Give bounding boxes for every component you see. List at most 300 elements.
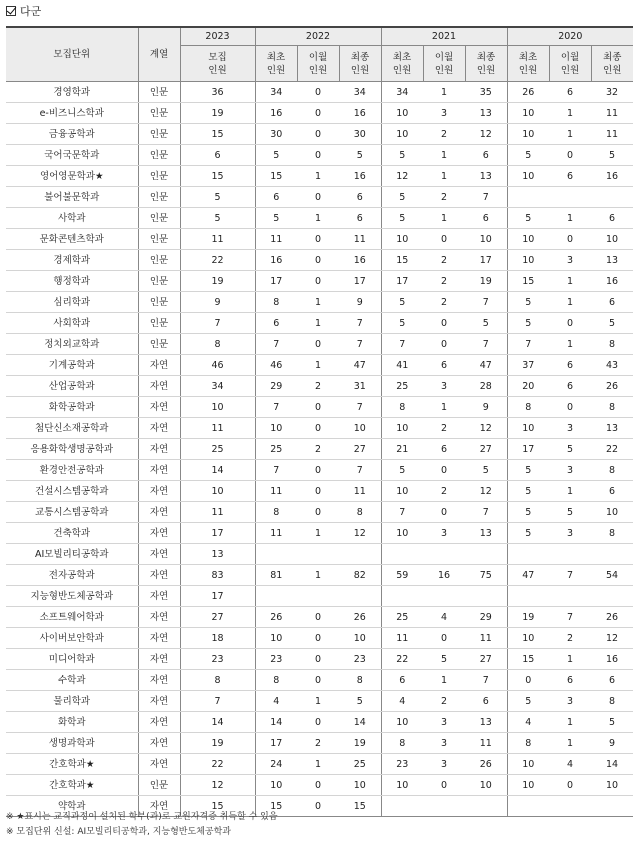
header-2022-carryover: 이월 인원: [297, 46, 339, 82]
value-cell: 0: [549, 775, 591, 796]
value-cell: 2: [423, 271, 465, 292]
value-cell: 16: [339, 103, 381, 124]
value-cell: 6: [591, 670, 633, 691]
unit-name-cell: AI모빌리티공학과: [6, 544, 138, 565]
category-cell: 자연: [138, 523, 180, 544]
value-cell: 36: [180, 82, 255, 103]
value-cell: 14: [180, 712, 255, 733]
value-cell: 14: [591, 754, 633, 775]
value-cell: 16: [423, 565, 465, 586]
value-cell: 47: [507, 565, 549, 586]
table-row: [6, 691, 633, 712]
value-cell: 8: [339, 502, 381, 523]
value-cell: 16: [591, 166, 633, 187]
value-cell: 6: [180, 145, 255, 166]
value-cell: 0: [549, 229, 591, 250]
value-cell: 3: [423, 733, 465, 754]
value-cell: 8: [255, 670, 297, 691]
value-cell: [507, 544, 549, 565]
header-2021-initial: 최초 인원: [381, 46, 423, 82]
value-cell: 7: [339, 460, 381, 481]
value-cell: [591, 796, 633, 817]
value-cell: 16: [255, 250, 297, 271]
value-cell: 5: [507, 481, 549, 502]
value-cell: 15: [507, 649, 549, 670]
value-cell: 0: [297, 796, 339, 817]
value-cell: 10: [465, 229, 507, 250]
value-cell: 5: [549, 502, 591, 523]
category-cell: 자연: [138, 439, 180, 460]
value-cell: 12: [465, 418, 507, 439]
value-cell: 25: [255, 439, 297, 460]
value-cell: 6: [549, 82, 591, 103]
value-cell: 4: [507, 712, 549, 733]
value-cell: 16: [591, 649, 633, 670]
category-cell: 인문: [138, 250, 180, 271]
value-cell: 10: [591, 229, 633, 250]
header-2023-quota: 모집 인원: [180, 46, 255, 82]
value-cell: 0: [423, 628, 465, 649]
value-cell: 5: [591, 145, 633, 166]
value-cell: 25: [381, 607, 423, 628]
value-cell: 1: [423, 670, 465, 691]
value-cell: 10: [339, 775, 381, 796]
value-cell: 4: [423, 607, 465, 628]
unit-name-cell: 불어불문학과: [6, 187, 138, 208]
value-cell: 14: [339, 712, 381, 733]
checked-box-icon: [6, 6, 16, 16]
value-cell: [591, 187, 633, 208]
category-cell: 자연: [138, 418, 180, 439]
value-cell: 5: [180, 208, 255, 229]
category-cell: 자연: [138, 712, 180, 733]
value-cell: 3: [549, 691, 591, 712]
value-cell: 8: [180, 334, 255, 355]
value-cell: 23: [381, 754, 423, 775]
unit-name-cell: 수학과: [6, 670, 138, 691]
value-cell: 0: [549, 313, 591, 334]
value-cell: 3: [423, 754, 465, 775]
value-cell: 7: [339, 397, 381, 418]
value-cell: 10: [591, 775, 633, 796]
value-cell: 34: [339, 82, 381, 103]
category-cell: 인문: [138, 229, 180, 250]
value-cell: 46: [255, 355, 297, 376]
footnote: ※ 모집단위 신설: AI모빌리티공학과, 지능형반도체공학과: [6, 827, 231, 837]
value-cell: 43: [591, 355, 633, 376]
category-cell: 인문: [138, 124, 180, 145]
header-2020-initial: 최초 인원: [507, 46, 549, 82]
category-cell: 인문: [138, 208, 180, 229]
unit-name-cell: 산업공학과: [6, 376, 138, 397]
value-cell: 8: [381, 733, 423, 754]
value-cell: 0: [297, 712, 339, 733]
unit-name-cell: 사회학과: [6, 313, 138, 334]
value-cell: 10: [507, 166, 549, 187]
unit-name-cell: 생명과학과: [6, 733, 138, 754]
table-row: [6, 565, 633, 586]
value-cell: 1: [549, 334, 591, 355]
table-row: [6, 208, 633, 229]
unit-name-cell: 간호학과★: [6, 754, 138, 775]
value-cell: 5: [381, 313, 423, 334]
value-cell: 13: [180, 544, 255, 565]
value-cell: 0: [297, 670, 339, 691]
value-cell: 75: [465, 565, 507, 586]
unit-name-cell: 경영학과: [6, 82, 138, 103]
section-title: [6, 4, 41, 18]
table-row: [6, 628, 633, 649]
value-cell: 10: [381, 418, 423, 439]
header-year-2022: 2022: [255, 27, 381, 46]
value-cell: 3: [423, 523, 465, 544]
table-row: [6, 418, 633, 439]
category-cell: 인문: [138, 166, 180, 187]
value-cell: 1: [423, 166, 465, 187]
category-cell: 자연: [138, 733, 180, 754]
unit-name-cell: 사이버보안학과: [6, 628, 138, 649]
value-cell: 10: [507, 418, 549, 439]
value-cell: 11: [591, 124, 633, 145]
value-cell: [381, 544, 423, 565]
value-cell: [465, 586, 507, 607]
value-cell: 5: [423, 649, 465, 670]
category-cell: 자연: [138, 607, 180, 628]
value-cell: 6: [465, 145, 507, 166]
value-cell: 1: [423, 145, 465, 166]
value-cell: 5: [381, 187, 423, 208]
value-cell: 5: [381, 292, 423, 313]
table-row: [6, 355, 633, 376]
value-cell: 10: [339, 628, 381, 649]
value-cell: 1: [549, 271, 591, 292]
value-cell: 83: [180, 565, 255, 586]
table-row: [6, 775, 633, 796]
value-cell: 27: [180, 607, 255, 628]
value-cell: 8: [591, 691, 633, 712]
table-row: [6, 397, 633, 418]
value-cell: 10: [255, 628, 297, 649]
value-cell: 12: [339, 523, 381, 544]
value-cell: 27: [339, 439, 381, 460]
value-cell: 5: [381, 460, 423, 481]
value-cell: 1: [549, 208, 591, 229]
value-cell: [255, 544, 297, 565]
category-cell: 자연: [138, 670, 180, 691]
footnotes: [6, 810, 278, 840]
value-cell: 6: [465, 208, 507, 229]
table-row: [6, 733, 633, 754]
value-cell: 8: [255, 502, 297, 523]
value-cell: 47: [465, 355, 507, 376]
value-cell: 4: [549, 754, 591, 775]
value-cell: 5: [549, 439, 591, 460]
value-cell: 6: [591, 208, 633, 229]
value-cell: 32: [591, 82, 633, 103]
value-cell: 19: [180, 271, 255, 292]
table-row: [6, 670, 633, 691]
value-cell: 5: [381, 208, 423, 229]
value-cell: [507, 187, 549, 208]
value-cell: [549, 586, 591, 607]
value-cell: 0: [297, 481, 339, 502]
value-cell: 11: [381, 628, 423, 649]
value-cell: 14: [255, 712, 297, 733]
value-cell: 9: [465, 397, 507, 418]
value-cell: 30: [255, 124, 297, 145]
value-cell: 7: [255, 460, 297, 481]
value-cell: 22: [591, 439, 633, 460]
value-cell: 2: [423, 418, 465, 439]
value-cell: [423, 796, 465, 817]
value-cell: 19: [180, 733, 255, 754]
value-cell: 0: [297, 124, 339, 145]
value-cell: 5: [507, 292, 549, 313]
value-cell: [591, 544, 633, 565]
value-cell: 11: [591, 103, 633, 124]
value-cell: 10: [255, 418, 297, 439]
value-cell: 41: [381, 355, 423, 376]
value-cell: 24: [255, 754, 297, 775]
value-cell: 17: [180, 586, 255, 607]
value-cell: 5: [180, 187, 255, 208]
unit-name-cell: 행정학과: [6, 271, 138, 292]
value-cell: 15: [255, 166, 297, 187]
value-cell: 22: [180, 754, 255, 775]
value-cell: 1: [423, 208, 465, 229]
value-cell: 10: [507, 124, 549, 145]
unit-name-cell: e-비즈니스학과: [6, 103, 138, 124]
unit-name-cell: 첨단신소재공학과: [6, 418, 138, 439]
table-header: [6, 27, 633, 82]
value-cell: 7: [465, 187, 507, 208]
value-cell: 8: [339, 670, 381, 691]
value-cell: 10: [507, 250, 549, 271]
value-cell: 0: [423, 775, 465, 796]
value-cell: 11: [255, 523, 297, 544]
value-cell: 1: [549, 712, 591, 733]
value-cell: 11: [180, 502, 255, 523]
value-cell: 5: [255, 208, 297, 229]
category-cell: 인문: [138, 145, 180, 166]
value-cell: 12: [381, 166, 423, 187]
value-cell: 10: [507, 628, 549, 649]
header-year-2023: 2023: [180, 27, 255, 46]
table-row: [6, 292, 633, 313]
value-cell: 8: [381, 397, 423, 418]
value-cell: 26: [591, 607, 633, 628]
value-cell: [507, 586, 549, 607]
unit-name-cell: 국어국문학과: [6, 145, 138, 166]
unit-name-cell: 경제학과: [6, 250, 138, 271]
value-cell: 17: [381, 271, 423, 292]
value-cell: 2: [297, 733, 339, 754]
table-row: [6, 187, 633, 208]
table-row: [6, 649, 633, 670]
value-cell: 8: [180, 670, 255, 691]
value-cell: 3: [423, 712, 465, 733]
value-cell: 1: [297, 292, 339, 313]
value-cell: 2: [423, 481, 465, 502]
value-cell: 11: [180, 229, 255, 250]
value-cell: 0: [297, 607, 339, 628]
value-cell: 15: [180, 124, 255, 145]
unit-name-cell: 물리학과: [6, 691, 138, 712]
value-cell: 0: [423, 460, 465, 481]
category-cell: 인문: [138, 313, 180, 334]
unit-name-cell: 문화콘텐츠학과: [6, 229, 138, 250]
value-cell: 12: [591, 628, 633, 649]
value-cell: [465, 796, 507, 817]
value-cell: 3: [549, 523, 591, 544]
table-body: [6, 82, 633, 817]
value-cell: 10: [180, 397, 255, 418]
unit-name-cell: 기계공학과: [6, 355, 138, 376]
value-cell: 26: [507, 82, 549, 103]
unit-name-cell: 사학과: [6, 208, 138, 229]
header-2022-initial: 최초 인원: [255, 46, 297, 82]
value-cell: 7: [339, 313, 381, 334]
category-cell: 자연: [138, 376, 180, 397]
value-cell: 5: [591, 712, 633, 733]
value-cell: 10: [465, 775, 507, 796]
value-cell: 6: [591, 481, 633, 502]
value-cell: 20: [507, 376, 549, 397]
value-cell: 25: [339, 754, 381, 775]
value-cell: 5: [507, 208, 549, 229]
value-cell: 7: [549, 565, 591, 586]
value-cell: 1: [423, 397, 465, 418]
value-cell: 11: [339, 481, 381, 502]
value-cell: 8: [255, 292, 297, 313]
category-cell: 인문: [138, 271, 180, 292]
table-row: [6, 439, 633, 460]
table-row: [6, 502, 633, 523]
value-cell: 19: [507, 607, 549, 628]
table-row: [6, 229, 633, 250]
value-cell: 3: [549, 250, 591, 271]
category-cell: 자연: [138, 565, 180, 586]
value-cell: 1: [549, 292, 591, 313]
value-cell: 5: [339, 691, 381, 712]
value-cell: 1: [297, 166, 339, 187]
value-cell: 10: [180, 481, 255, 502]
unit-name-cell: 교통시스템공학과: [6, 502, 138, 523]
value-cell: 15: [180, 796, 255, 817]
value-cell: 18: [180, 628, 255, 649]
value-cell: 1: [549, 649, 591, 670]
value-cell: 3: [423, 103, 465, 124]
value-cell: [465, 544, 507, 565]
value-cell: 7: [255, 334, 297, 355]
table-row: [6, 334, 633, 355]
value-cell: 6: [549, 670, 591, 691]
value-cell: 37: [507, 355, 549, 376]
value-cell: 27: [465, 439, 507, 460]
value-cell: 9: [180, 292, 255, 313]
unit-name-cell: 간호학과★: [6, 775, 138, 796]
value-cell: 9: [591, 733, 633, 754]
value-cell: [507, 796, 549, 817]
value-cell: 3: [549, 460, 591, 481]
value-cell: [381, 796, 423, 817]
value-cell: 5: [507, 691, 549, 712]
unit-name-cell: 화학공학과: [6, 397, 138, 418]
unit-name-cell: 미디어학과: [6, 649, 138, 670]
category-cell: 인문: [138, 292, 180, 313]
category-cell: 자연: [138, 544, 180, 565]
value-cell: 5: [465, 460, 507, 481]
category-cell: 인문: [138, 334, 180, 355]
value-cell: 16: [339, 166, 381, 187]
section-title-text: 다군: [20, 5, 42, 18]
value-cell: 6: [423, 439, 465, 460]
value-cell: 6: [465, 691, 507, 712]
category-cell: 자연: [138, 355, 180, 376]
value-cell: 7: [381, 334, 423, 355]
value-cell: 1: [297, 208, 339, 229]
value-cell: 0: [297, 775, 339, 796]
table-row: [6, 271, 633, 292]
table-row: [6, 145, 633, 166]
value-cell: 2: [549, 628, 591, 649]
unit-name-cell: 환경안전공학과: [6, 460, 138, 481]
value-cell: 10: [507, 229, 549, 250]
category-cell: 자연: [138, 460, 180, 481]
value-cell: 1: [297, 355, 339, 376]
value-cell: 13: [465, 712, 507, 733]
value-cell: 5: [381, 145, 423, 166]
unit-name-cell: 약학과: [6, 796, 138, 817]
table-row: [6, 166, 633, 187]
header-2020-final: 최종 인원: [591, 46, 633, 82]
value-cell: 1: [549, 481, 591, 502]
value-cell: 17: [507, 439, 549, 460]
value-cell: 15: [255, 796, 297, 817]
value-cell: 23: [180, 649, 255, 670]
value-cell: 11: [465, 733, 507, 754]
value-cell: 5: [591, 313, 633, 334]
value-cell: [339, 544, 381, 565]
value-cell: 35: [465, 82, 507, 103]
value-cell: 10: [381, 103, 423, 124]
unit-name-cell: 정치외교학과: [6, 334, 138, 355]
value-cell: 4: [255, 691, 297, 712]
value-cell: 46: [180, 355, 255, 376]
value-cell: 6: [339, 208, 381, 229]
value-cell: 5: [507, 313, 549, 334]
value-cell: 1: [549, 103, 591, 124]
value-cell: 10: [381, 523, 423, 544]
value-cell: 26: [591, 376, 633, 397]
value-cell: 5: [507, 502, 549, 523]
value-cell: 7: [507, 334, 549, 355]
value-cell: 10: [381, 712, 423, 733]
value-cell: 0: [423, 334, 465, 355]
value-cell: 17: [255, 733, 297, 754]
value-cell: 11: [180, 418, 255, 439]
value-cell: 0: [297, 145, 339, 166]
value-cell: 7: [180, 691, 255, 712]
value-cell: 31: [339, 376, 381, 397]
value-cell: 22: [381, 649, 423, 670]
table-row: [6, 754, 633, 775]
unit-name-cell: 소프트웨어학과: [6, 607, 138, 628]
category-cell: 자연: [138, 502, 180, 523]
category-cell: 자연: [138, 649, 180, 670]
value-cell: 6: [255, 187, 297, 208]
value-cell: 0: [297, 502, 339, 523]
